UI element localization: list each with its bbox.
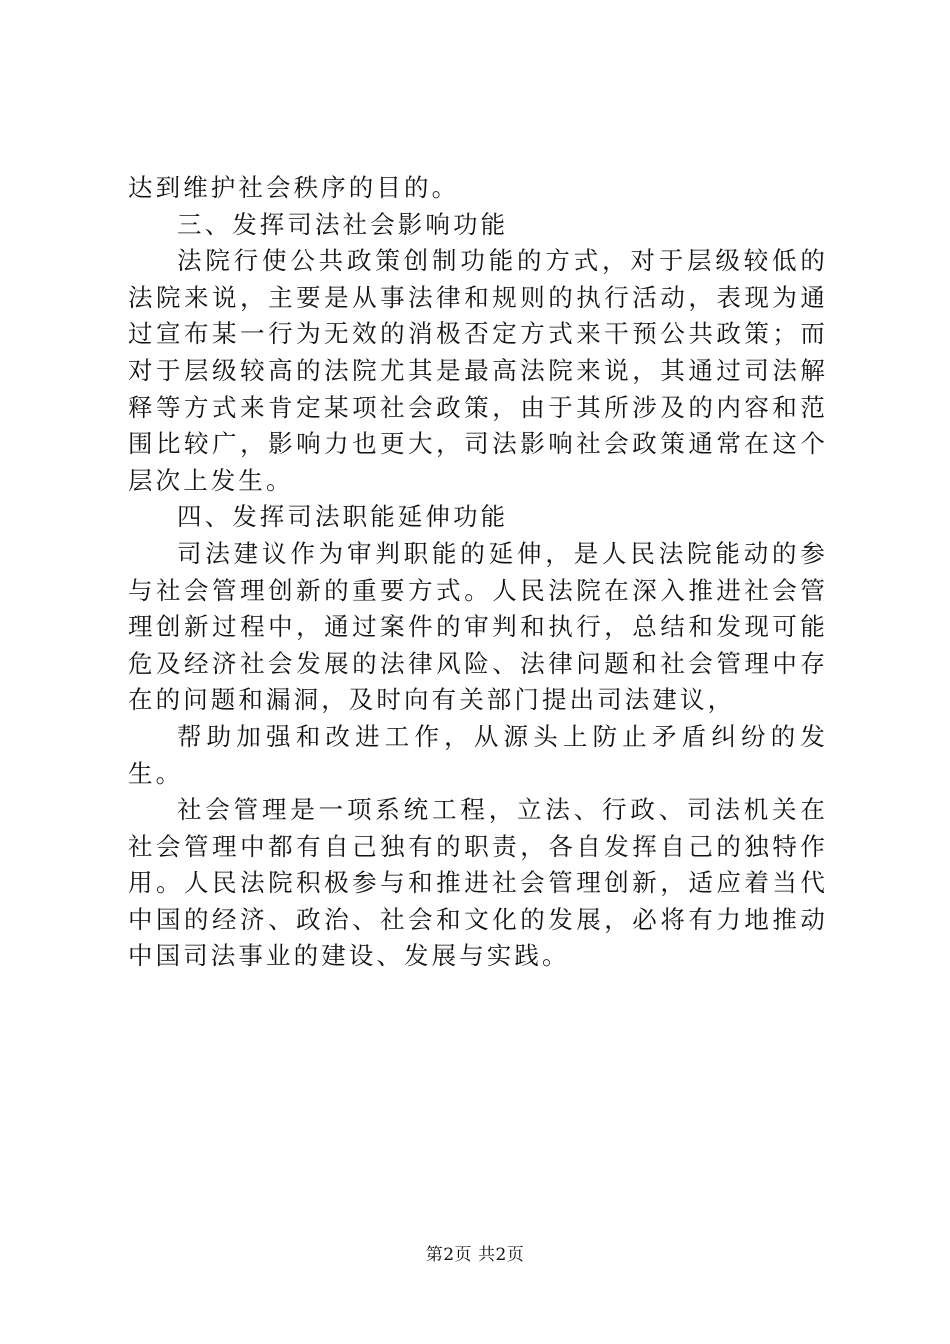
paragraph-conclusion: 社会管理是一项系统工程，立法、行政、司法机关在社会管理中都有自己独有的职责，各自发挥自己的独特作用。人民法院积极参与和推进社会管理创新，适应着当代中国的经济、政治、社会和文化的发展，必将有力地推动中国司法事业的建设、发展与实践。 xyxy=(128,795,828,971)
section-heading-4: 四、发挥司法职能延伸功能 xyxy=(177,502,509,532)
page-footer xyxy=(0,1243,950,1267)
paragraph-continuation: 达到维护社会秩序的目的。 xyxy=(128,173,460,202)
section-heading-3: 三、发挥司法社会影响功能 xyxy=(177,209,509,239)
paragraph: 帮助加强和改进工作，从源头上防止矛盾纠纷的发生。 xyxy=(128,721,828,788)
paragraph: 法院行使公共政策创制功能的方式，对于层级较低的法院来说，主要是从事法律和规则的执行活动，表现为通过宣布某一行为无效的消极否定方式来干预公共政策；而对于层级较高的法院尤其是最高法院来说，其通过司法解释等方式来肯定某项社会政策，由于其所涉及的内容和范围比较广，影响力也更大，司法影响社会政策通常在这个层次上发生。 xyxy=(128,246,828,495)
page-number-label: 第2页 共2页 xyxy=(425,1245,525,1265)
paragraph: 司法建议作为审判职能的延伸，是人民法院能动的参与社会管理创新的重要方式。人民法院在深入推进社会管理创新过程中，通过案件的审判和执行，总结和发现可能危及经济社会发展的法律风险、法律问题和社会管理中存在的问题和漏洞，及时向有关部门提出司法建议， xyxy=(128,538,828,715)
document-body xyxy=(128,170,828,975)
